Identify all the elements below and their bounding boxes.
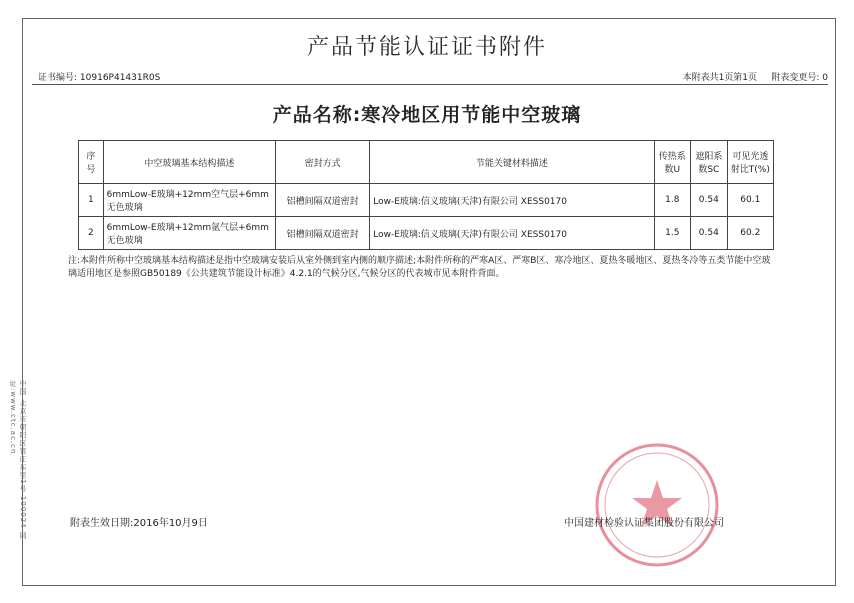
- cell-u: 1.5: [654, 217, 690, 250]
- page-meta: [683, 70, 828, 83]
- header-u: 传热系数U: [654, 141, 690, 184]
- cell-seal: 铝槽间隔双道密封: [276, 217, 370, 250]
- cell-u: 1.8: [654, 184, 690, 217]
- change-number: 0: [822, 73, 828, 83]
- table-row: [79, 184, 774, 217]
- issuer-name: 中国建材检验认证集团股份有限公司: [564, 518, 724, 529]
- change-label: 附表变更号:: [771, 73, 820, 83]
- header-structure: 中空玻璃基本结构描述: [103, 141, 275, 184]
- page-info: 本附表共1页第1页: [682, 73, 758, 83]
- table-header-row: [79, 141, 774, 184]
- product-name-value: 寒冷地区用节能中空玻璃: [361, 104, 582, 126]
- cell-sc: 0.54: [691, 184, 728, 217]
- cell-seal: 铝槽间隔双道密封: [276, 184, 370, 217]
- cell-structure: 6mmLow-E玻璃+12mm空气层+6mm无色玻璃: [103, 184, 275, 217]
- meta-line: [32, 70, 828, 85]
- cell-sc: 0.54: [691, 217, 728, 250]
- seal-stamp: [592, 440, 722, 570]
- product-name: [0, 100, 854, 127]
- certificate-number-label: 证书编号:: [38, 73, 78, 83]
- cell-t: 60.2: [727, 217, 773, 250]
- note-text: 注:本附件所称中空玻璃基本结构描述是指中空玻璃安装后从室外侧到室内侧的顺序描述;本附件所称的严寒A区、严寒B区、寒冷地区、夏热冬暖地区、夏热冬冷等五类节能中空玻璃适用地区是参照GB50189《公共建筑节能设计标准》4.2.1的气候分区,气候分区的代表城市见本附件背面。: [68, 256, 771, 279]
- cell-structure: 6mmLow-E玻璃+12mm氩气层+6mm无色玻璃: [103, 217, 275, 250]
- product-label: 产品名称:: [272, 104, 362, 126]
- cell-no: 1: [79, 184, 104, 217]
- header-seal: 密封方式: [276, 141, 370, 184]
- cell-no: 2: [79, 217, 104, 250]
- effective-date-value: 2016年10月9日: [133, 518, 208, 529]
- side-contact-text: 中国 北京市朝阳区管庄东里1号 100024 网址:www.ctc.ac.cn: [9, 380, 27, 540]
- header-material: 节能关键材料描述: [370, 141, 654, 184]
- cell-t: 60.1: [727, 184, 773, 217]
- effective-label: 附表生效日期:: [70, 518, 134, 529]
- header-t: 可见光透射比T(%): [727, 141, 773, 184]
- table-row: [79, 217, 774, 250]
- certificate-number: [38, 70, 160, 83]
- header-no: 序号: [79, 141, 104, 184]
- effective-date: [70, 514, 208, 529]
- cell-material: Low-E玻璃:信义玻璃(天津)有限公司 XESS0170: [370, 184, 654, 217]
- cell-material: Low-E玻璃:信义玻璃(天津)有限公司 XESS0170: [370, 217, 654, 250]
- document-title: 产品节能认证证书附件: [306, 35, 547, 60]
- header-sc: 遮阳系数SC: [691, 141, 728, 184]
- spec-table: [78, 140, 774, 250]
- certificate-number-value: 10916P41431R0S: [79, 73, 161, 83]
